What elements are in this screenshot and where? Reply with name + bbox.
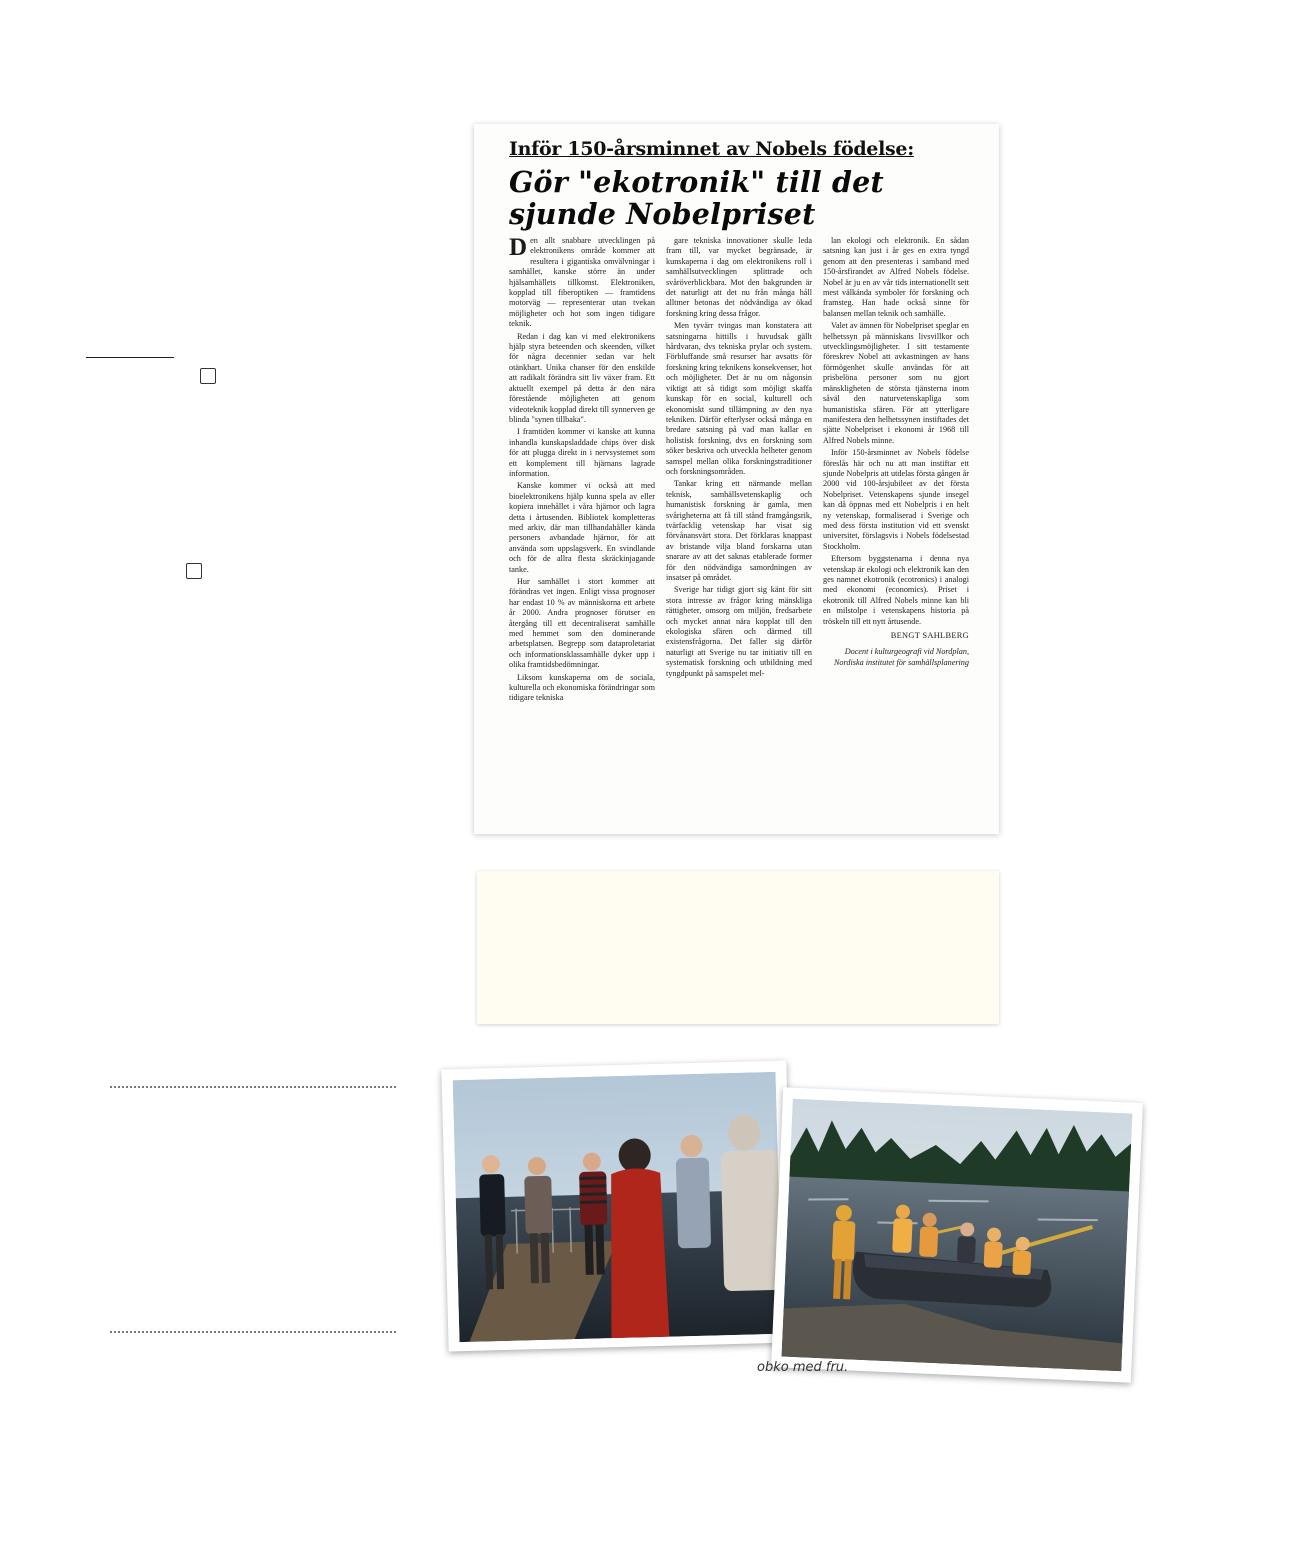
article-paragraph: Valet av ämnen för Nobelpriset speglar en helhetssyn på människans livsvillkor och utvecklingsmöjligheter. I sitt testamente föreskrev Nobel att avkastningen av hans förmögenhet skulle användas för att prisbelöna personer som nu gjort mänskligheten de största tjänsterna inom såväl den naturvetenskapliga som humanistiska sfären. För att ytterligare manifestera den helhetssynen instiftades det sjätte Nobelpriset i ekonomi år 1968 till Alfred Nobels minne. [823,321,969,445]
newspaper-clipping [474,124,999,834]
article-paragraph: Sverige har tidigt gjort sig känt för sitt stora intresse av frågor kring mänskliga rättigheter, omsorg om miljön, fredsarbete och mycket annat nära kopplat till den ekologiska sfären och därmed till existensfrågorna. Det faller sig därför naturligt att Sverige nu tar initiativ till en systematisk forskning och utbildning med tyngdpunkt på samspelet mel- [666,585,812,678]
article-paragraph: Kanske kommer vi också att med bioelektronikens hjälp kunna spela av eller kopiera innehållet i våra hjärnor och lagra detta i årtusenden. Bibliotek kompletteras med arkiv, där man tillhandahåller kända personers avbandade hjärnor, för att använda som uppslagsverk. En svindlande och för de allra flesta skräckinjagande tanke. [509,481,655,574]
dotted-divider [110,1331,396,1333]
article-signature: BENGT SAHLBERG [890,631,969,641]
article-paragraph: gare tekniska innovationer skulle leda fram till, var mycket begränsade, är kunskaperna i dag om elektronikens roll i samhällsutvecklingen splittrade och svåröverblickbara. Mot den bakgrunden är det naturligt att det nu från många håll alltmer betonas det nödvändiga av ökad forskning kring dessa frågor. [666,236,812,318]
checkbox[interactable] [200,368,216,384]
article-paragraph: Redan i dag kan vi med elektronikens hjälp styra beteenden och skeenden, vilket för några decennier sedan var helt otänkbart. Unika chanser för den enskilde att radikalt förändra sitt liv växer fram. Ett aktuellt exempel på detta är den nära förestående möjligheten att genom videoteknik kopplad direkt till synnerven ge blinda "synen tillbaka". [509,331,655,424]
article-paragraph: lan ekologi och elektronik. En sådan satsning kan just i år ges en extra tyngd genom att den presenteras i samband med 150-årsfirandet av Alfred Nobels födelse. Nobel är ju en av vår tids internationellt sett mest välkända symboler för forskning och framsteg. Han hade också sinne för balansen mellan teknik och samhälle. [823,236,969,318]
article-headline: Gör "ekotronik" till det sjunde Nobelpriset [509,165,884,231]
author-byline: Docent i kulturgeografi vid Nordplan, Nordiska institutet för samhällsplanering [833,647,969,667]
article-paragraph: Inför 150-årsminnet av Nobels födelse föreslås här och nu att man instiftar ett sjunde Nobelpris att utdelas första gången år 2000 vid 100-årsjubileet av det första Nobelpriset. Vetenskapens sjunde insegel kan då öppnas med ett Nobelpris i en helt ny vetenskap, formaliserad i Sverige och med dess första institution vid ett svenskt universitet, förslagsvis i Nobels födelsestad Stockholm. [823,448,969,551]
raft-photo-image [782,1099,1133,1372]
article-paragraph: Eftersom byggstenarna i denna nya vetenskap är ekologi och elektronik kan den ges namnet ekotronik (ecotronics) i analogi med ekonomi (economics). Priset i ekotronik till Alfred Nobels minne kan bli en milstolpe i vetenskapens historia på tröskeln till ett nytt årtusende. [823,554,969,626]
article-paragraph: Men tyvärr tvingas man konstatera att satsningarna hittills i huvudsak gällt hårdvaran, dvs tekniska prylar och system. Förbluffande små resurser har avsatts för forskning kring teknikens konsekvenser, hot och möjligheter. Det är nu om någonsin viktigt att så tidigt som möjligt skaffa kunskap för en social, kulturell och ekonomiskt sund tillämpning av den nya tekniken. Därför efterlyser också många en bredare satsning på vad man kallar en holistisk forskning, dvs en forskning som söker beskriva och utveckla helheter genom samspel mellan olika forskningstraditioner och forskningsområden. [666,321,812,476]
article-kicker: Inför 150-årsminnet av Nobels födelse: [509,138,914,160]
group-photo-image [453,1072,783,1342]
photo-caption: obko med fru. [757,1360,849,1375]
article-paragraph: Hur samhället i stort kommer att förändras vet ingen. Enligt vissa prognoser har endast 10 % av människorna ett arbete år 2000. Andra prognoser förutser en återgång till ett decentraliserat samhälle med hemmet som den dominerande arbetsplatsen. Begrepp som dataproletariat och informationsklassamhälle dyker upp i olika framtidsbedömningar. [509,577,655,670]
margin-rule [86,357,174,358]
photo-river-raft [771,1087,1143,1382]
article-paragraph: I framtiden kommer vi kanske att kunna inhandla kunskapsladdade chips över disk för att plugga direkt in i nervsystemet som ett komplement till hjärnans lagrade information. [509,427,655,478]
dotted-divider [110,1086,396,1088]
drop-cap: D [509,236,528,261]
article-paragraph: Tankar kring ett närmande mellan teknisk, samhällsvetenskaplig och humanistisk forskning är gamla, men svårigheterna att få till stånd framgångsrik, tvärfacklig vetenskap har visat sig förvånansvärt stora. Det förklaras knappast av bristande vilja bland forskarna utan snarare av att det saknas etablerade former för den nödvändiga samordningen av insatser på området. [666,479,812,582]
photo-group-on-dock [441,1061,793,1352]
article-column [509,236,655,811]
article-column [666,236,812,811]
article-body [509,236,969,811]
article-column [823,236,969,811]
article-paragraph: Liksom kunskaperna om de sociala, kulturella och ekonomiska förändringar som tidigare tekniska [509,672,655,703]
note-box [477,871,999,1024]
article-column-text [823,236,969,629]
article-paragraph: Den allt snabbare utvecklingen på elektronikens område kommer att resultera i gigantiska omvälvningar i samhället, kanske större än under hjälsamhällets tillkomst. Elektroniken, kopplad till fiberoptiken — framtidens motorväg — representerar utan tvekan möjligheter och hot som ingen tidigare teknik. [509,236,655,329]
checkbox[interactable] [186,563,202,579]
